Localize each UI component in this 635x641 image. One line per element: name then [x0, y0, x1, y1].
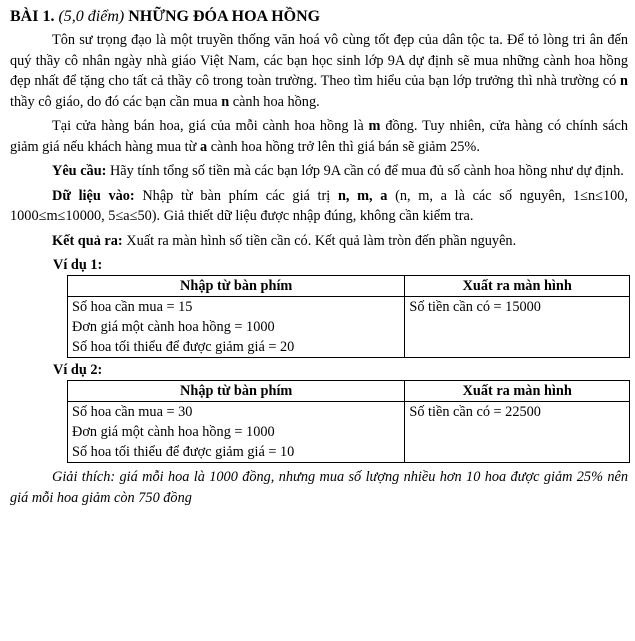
input-vars: n, m, a [337, 187, 388, 204]
intro-text-c: cành hoa hồng. [229, 93, 320, 110]
table-header-row [68, 381, 630, 402]
example-1-label: Ví dụ 1: [53, 257, 103, 273]
output-header: Xuất ra màn hình [405, 276, 630, 297]
problem-name: NHỮNG ĐÓA HOA HỒNG [128, 8, 321, 25]
var-a: a [199, 138, 208, 155]
problem-number: BÀI 1. [10, 8, 55, 25]
input-line: Số hoa tối thiểu để được giảm giá = 20 [72, 339, 295, 355]
input-text-2: (n, m, a là các số nguyên, 1≤n≤100, 1000≤m≤10000, 5≤a≤50). Giả thiết dữ liệu được nhập đúng, không cần kiểm tra. [10, 187, 628, 224]
requirement-label: Yêu cầu: [52, 163, 107, 179]
example-2-table [67, 380, 630, 463]
input-text-1: Nhập từ bàn phím các giá trị [134, 187, 338, 204]
var-n-1: n [620, 73, 628, 89]
intro-text-a: Tôn sư trọng đạo là một truyền thống văn hoá vô cùng tốt đẹp của dân tộc ta. Để tỏ lòng tri ân đến quý thầy cô nhân ngày nhà giáo Việt Nam, các bạn học sinh lớp 9A dự định sẽ mua những cành hoa hồng đẹp nhất để tặng cho tất cả thầy cô trong toàn trường. Theo tìm hiểu của bạn lớp trưởng thì nhà trường có [10, 32, 628, 89]
explanation-note: Giải thích: giá mỗi hoa là 1000 đồng, nhưng mua số lượng nhiều hơn 10 hoa được giảm 25% nên giá mỗi hoa giảm còn 750 đồng [10, 469, 628, 506]
input-label: Dữ liệu vào: [52, 187, 135, 204]
input-line: Số hoa cần mua = 15 [72, 299, 193, 315]
input-paragraph [10, 186, 628, 227]
problem-points: (5,0 điểm) [58, 8, 125, 25]
example-1-table [67, 275, 630, 358]
var-n-2: n [221, 93, 230, 110]
output-label: Kết quả ra: [52, 232, 123, 249]
problem-page [10, 6, 628, 508]
input-line: Đơn giá một cành hoa hồng = 1000 [72, 319, 275, 335]
input-line: Đơn giá một cành hoa hồng = 1000 [72, 424, 275, 440]
intro-paragraph [10, 30, 628, 112]
input-line: Số hoa tối thiểu để được giảm giá = 10 [72, 444, 295, 460]
input-cell [68, 297, 405, 358]
var-m: m [368, 118, 381, 134]
input-header: Nhập từ bàn phím [68, 276, 405, 297]
output-cell: Số tiền cần có = 22500 [405, 402, 630, 463]
table-row [68, 402, 630, 463]
intro-text-b: thầy cô giáo, do đó các bạn cần mua [10, 93, 222, 110]
pricing-text-c: cành hoa hồng trở lên thì giá bán sẽ giảm 25%. [207, 138, 480, 155]
pricing-text-a: Tại cửa hàng bán hoa, giá của mỗi cành hoa hồng là [52, 118, 369, 134]
example-2-label: Ví dụ 2: [53, 362, 103, 378]
problem-title [10, 6, 628, 28]
requirement-text: Hãy tính tổng số tiền mà các bạn lớp 9A cần có để mua đủ số cành hoa hồng như dự định. [106, 163, 624, 179]
output-header: Xuất ra màn hình [405, 381, 630, 402]
pricing-text-b: đồng. Tuy nhiên, cửa hàng có chính sách giảm giá nếu khách hàng mua từ [10, 118, 629, 155]
input-cell [68, 402, 405, 463]
input-line: Số hoa cần mua = 30 [72, 404, 193, 420]
output-paragraph [10, 231, 628, 252]
output-cell: Số tiền cần có = 15000 [405, 297, 630, 358]
table-row [68, 297, 630, 358]
output-text: Xuất ra màn hình số tiền cần có. Kết quả làm tròn đến phần nguyên. [122, 232, 517, 249]
requirement-paragraph [10, 161, 628, 182]
table-header-row [68, 276, 630, 297]
input-header: Nhập từ bàn phím [68, 381, 405, 402]
pricing-paragraph [10, 116, 628, 157]
